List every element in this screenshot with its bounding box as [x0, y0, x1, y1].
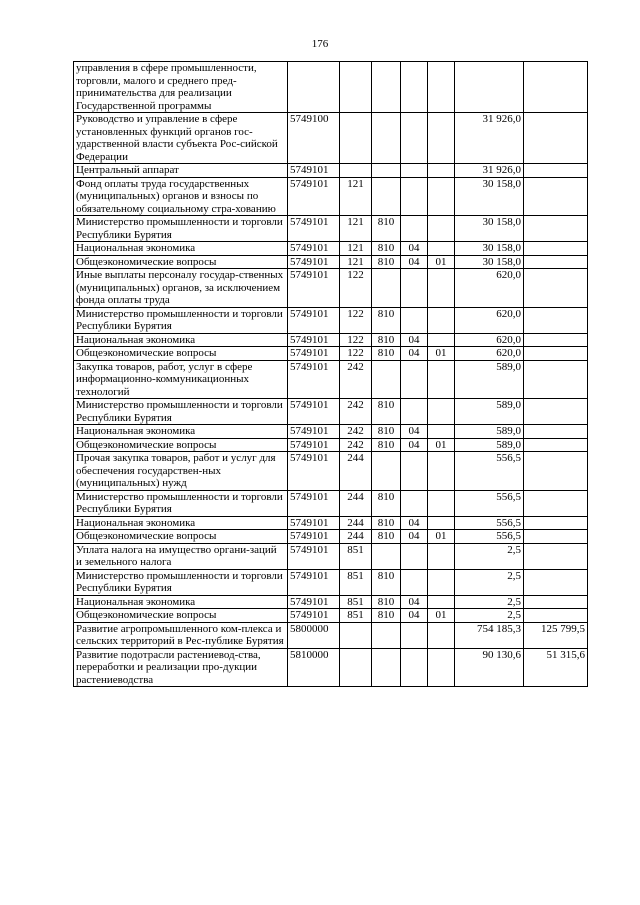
- ministry-code-cell: [372, 648, 401, 687]
- ministry-code-cell: 810: [372, 333, 401, 347]
- ministry-code-cell: 810: [372, 490, 401, 516]
- target-article-cell: 5749101: [288, 333, 340, 347]
- item-name-cell: Министерство промышленности и торговли Республики Бурятия: [74, 569, 288, 595]
- amount-secondary-cell: [524, 347, 588, 361]
- expense-type-cell: 121: [340, 255, 372, 269]
- item-name-cell: Национальная экономика: [74, 333, 288, 347]
- section-cell: [401, 62, 428, 113]
- section-cell: [401, 177, 428, 216]
- amount-secondary-cell: [524, 113, 588, 164]
- amount-cell: 589,0: [455, 438, 524, 452]
- table-row: [74, 609, 588, 623]
- ministry-code-cell: [372, 62, 401, 113]
- section-cell: [401, 648, 428, 687]
- item-name-cell: Закупка товаров, работ, услуг в сфере информационно-коммуникационных технологий: [74, 360, 288, 399]
- subsection-cell: [428, 177, 455, 216]
- target-article-cell: 5749101: [288, 490, 340, 516]
- expense-type-cell: [340, 113, 372, 164]
- expense-type-cell: 244: [340, 490, 372, 516]
- amount-secondary-cell: [524, 595, 588, 609]
- section-cell: 04: [401, 347, 428, 361]
- table-row: [74, 360, 588, 399]
- amount-cell: [455, 62, 524, 113]
- target-article-cell: 5749101: [288, 255, 340, 269]
- item-name-cell: Развитие подотрасли растениевод-ства, переработки и реализации про-дукции растениеводства: [74, 648, 288, 687]
- ministry-code-cell: 810: [372, 399, 401, 425]
- table-row: [74, 177, 588, 216]
- section-cell: [401, 269, 428, 308]
- ministry-code-cell: [372, 177, 401, 216]
- item-name-cell: Национальная экономика: [74, 516, 288, 530]
- amount-cell: 589,0: [455, 399, 524, 425]
- table-row: [74, 543, 588, 569]
- item-name-cell: Национальная экономика: [74, 242, 288, 256]
- amount-cell: 30 158,0: [455, 242, 524, 256]
- expense-type-cell: 121: [340, 242, 372, 256]
- amount-cell: 556,5: [455, 490, 524, 516]
- table-row: [74, 62, 588, 113]
- target-article-cell: 5749101: [288, 516, 340, 530]
- item-name-cell: управления в сфере промышленности, торговли, малого и среднего пред-принимательства для реализации Государственной программы: [74, 62, 288, 113]
- expense-type-cell: 244: [340, 530, 372, 544]
- amount-cell: 30 158,0: [455, 177, 524, 216]
- target-article-cell: 5749101: [288, 307, 340, 333]
- subsection-cell: [428, 425, 455, 439]
- amount-secondary-cell: [524, 360, 588, 399]
- expense-type-cell: 851: [340, 543, 372, 569]
- amount-cell: 30 158,0: [455, 216, 524, 242]
- expense-type-cell: 242: [340, 438, 372, 452]
- amount-cell: 30 158,0: [455, 255, 524, 269]
- expense-type-cell: 242: [340, 399, 372, 425]
- expense-type-cell: 242: [340, 425, 372, 439]
- subsection-cell: [428, 516, 455, 530]
- table-row: [74, 347, 588, 361]
- amount-secondary-cell: [524, 216, 588, 242]
- table-row: [74, 530, 588, 544]
- table-row: [74, 113, 588, 164]
- expense-type-cell: [340, 648, 372, 687]
- item-name-cell: Министерство промышленности и торговли Республики Бурятия: [74, 216, 288, 242]
- expense-type-cell: 851: [340, 595, 372, 609]
- target-article-cell: 5749101: [288, 177, 340, 216]
- item-name-cell: Иные выплаты персоналу государ-ственных (муниципальных) органов, за исключением фонда оплаты труда: [74, 269, 288, 308]
- amount-cell: 589,0: [455, 425, 524, 439]
- subsection-cell: 01: [428, 255, 455, 269]
- item-name-cell: Центральный аппарат: [74, 164, 288, 178]
- subsection-cell: 01: [428, 609, 455, 623]
- amount-cell: 2,5: [455, 569, 524, 595]
- ministry-code-cell: 810: [372, 425, 401, 439]
- section-cell: 04: [401, 595, 428, 609]
- section-cell: 04: [401, 609, 428, 623]
- section-cell: [401, 543, 428, 569]
- section-cell: 04: [401, 242, 428, 256]
- amount-secondary-cell: [524, 516, 588, 530]
- subsection-cell: [428, 242, 455, 256]
- ministry-code-cell: 810: [372, 569, 401, 595]
- ministry-code-cell: 810: [372, 609, 401, 623]
- subsection-cell: [428, 543, 455, 569]
- subsection-cell: [428, 595, 455, 609]
- ministry-code-cell: [372, 269, 401, 308]
- ministry-code-cell: 810: [372, 438, 401, 452]
- item-name-cell: Общеэкономические вопросы: [74, 438, 288, 452]
- ministry-code-cell: [372, 164, 401, 178]
- amount-secondary-cell: [524, 569, 588, 595]
- subsection-cell: [428, 113, 455, 164]
- item-name-cell: Министерство промышленности и торговли Республики Бурятия: [74, 307, 288, 333]
- item-name-cell: Министерство промышленности и торговли Республики Бурятия: [74, 490, 288, 516]
- table-row: [74, 242, 588, 256]
- target-article-cell: 5749101: [288, 360, 340, 399]
- expense-type-cell: 851: [340, 609, 372, 623]
- amount-cell: 2,5: [455, 595, 524, 609]
- subsection-cell: [428, 360, 455, 399]
- amount-cell: 556,5: [455, 452, 524, 491]
- section-cell: [401, 164, 428, 178]
- section-cell: 04: [401, 255, 428, 269]
- amount-cell: 90 130,6: [455, 648, 524, 687]
- expense-type-cell: 121: [340, 216, 372, 242]
- target-article-cell: 5749101: [288, 399, 340, 425]
- item-name-cell: Общеэкономические вопросы: [74, 255, 288, 269]
- subsection-cell: 01: [428, 347, 455, 361]
- section-cell: [401, 399, 428, 425]
- table-row: [74, 438, 588, 452]
- amount-cell: 620,0: [455, 269, 524, 308]
- subsection-cell: [428, 622, 455, 648]
- subsection-cell: [428, 452, 455, 491]
- expense-type-cell: [340, 622, 372, 648]
- table-row: [74, 516, 588, 530]
- ministry-code-cell: 810: [372, 595, 401, 609]
- target-article-cell: 5749101: [288, 242, 340, 256]
- table-row: [74, 622, 588, 648]
- section-cell: [401, 622, 428, 648]
- amount-secondary-cell: [524, 490, 588, 516]
- table-row: [74, 648, 588, 687]
- ministry-code-cell: 810: [372, 347, 401, 361]
- subsection-cell: [428, 569, 455, 595]
- subsection-cell: [428, 269, 455, 308]
- ministry-code-cell: [372, 113, 401, 164]
- item-name-cell: Министерство промышленности и торговли Республики Бурятия: [74, 399, 288, 425]
- amount-secondary-cell: 51 315,6: [524, 648, 588, 687]
- amount-secondary-cell: [524, 609, 588, 623]
- expense-type-cell: [340, 164, 372, 178]
- ministry-code-cell: 810: [372, 516, 401, 530]
- target-article-cell: [288, 62, 340, 113]
- section-cell: [401, 569, 428, 595]
- section-cell: [401, 307, 428, 333]
- amount-secondary-cell: [524, 177, 588, 216]
- subsection-cell: [428, 490, 455, 516]
- target-article-cell: 5749100: [288, 113, 340, 164]
- table-row: [74, 425, 588, 439]
- amount-cell: 589,0: [455, 360, 524, 399]
- target-article-cell: 5749101: [288, 452, 340, 491]
- amount-secondary-cell: 125 799,5: [524, 622, 588, 648]
- section-cell: [401, 490, 428, 516]
- amount-cell: 556,5: [455, 530, 524, 544]
- ministry-code-cell: [372, 543, 401, 569]
- target-article-cell: 5749101: [288, 530, 340, 544]
- amount-secondary-cell: [524, 543, 588, 569]
- item-name-cell: Национальная экономика: [74, 595, 288, 609]
- section-cell: 04: [401, 530, 428, 544]
- ministry-code-cell: [372, 622, 401, 648]
- amount-secondary-cell: [524, 425, 588, 439]
- section-cell: [401, 113, 428, 164]
- section-cell: 04: [401, 516, 428, 530]
- amount-cell: 2,5: [455, 543, 524, 569]
- subsection-cell: 01: [428, 438, 455, 452]
- target-article-cell: 5810000: [288, 648, 340, 687]
- table-row: [74, 216, 588, 242]
- target-article-cell: 5749101: [288, 216, 340, 242]
- table-row: [74, 255, 588, 269]
- target-article-cell: 5749101: [288, 164, 340, 178]
- section-cell: 04: [401, 425, 428, 439]
- amount-secondary-cell: [524, 164, 588, 178]
- page-number: 176: [311, 38, 329, 50]
- amount-secondary-cell: [524, 399, 588, 425]
- target-article-cell: 5749101: [288, 438, 340, 452]
- item-name-cell: Общеэкономические вопросы: [74, 347, 288, 361]
- ministry-code-cell: [372, 452, 401, 491]
- amount-secondary-cell: [524, 438, 588, 452]
- expense-type-cell: 242: [340, 360, 372, 399]
- target-article-cell: 5749101: [288, 609, 340, 623]
- target-article-cell: 5800000: [288, 622, 340, 648]
- table-row: [74, 333, 588, 347]
- item-name-cell: Общеэкономические вопросы: [74, 530, 288, 544]
- section-cell: [401, 216, 428, 242]
- item-name-cell: Развитие агропромышленного ком-плекса и сельских территорий в Рес-публике Бурятия: [74, 622, 288, 648]
- table-row: [74, 269, 588, 308]
- table-row: [74, 490, 588, 516]
- section-cell: 04: [401, 438, 428, 452]
- subsection-cell: [428, 62, 455, 113]
- amount-cell: 31 926,0: [455, 113, 524, 164]
- expense-type-cell: 121: [340, 177, 372, 216]
- table-row: [74, 452, 588, 491]
- section-cell: [401, 360, 428, 399]
- subsection-cell: [428, 333, 455, 347]
- amount-cell: 620,0: [455, 347, 524, 361]
- subsection-cell: [428, 216, 455, 242]
- amount-secondary-cell: [524, 242, 588, 256]
- ministry-code-cell: 810: [372, 307, 401, 333]
- expense-type-cell: 122: [340, 269, 372, 308]
- ministry-code-cell: 810: [372, 242, 401, 256]
- amount-cell: 754 185,3: [455, 622, 524, 648]
- amount-cell: 556,5: [455, 516, 524, 530]
- expense-type-cell: 244: [340, 452, 372, 491]
- table-row: [74, 307, 588, 333]
- table-row: [74, 595, 588, 609]
- item-name-cell: Руководство и управление в сфере установленных функций органов гос-ударственной власти субъекта Рос-сийской Федерации: [74, 113, 288, 164]
- expense-type-cell: 122: [340, 347, 372, 361]
- target-article-cell: 5749101: [288, 543, 340, 569]
- amount-secondary-cell: [524, 452, 588, 491]
- table-row: [74, 164, 588, 178]
- target-article-cell: 5749101: [288, 425, 340, 439]
- expense-type-cell: 851: [340, 569, 372, 595]
- subsection-cell: [428, 164, 455, 178]
- target-article-cell: 5749101: [288, 595, 340, 609]
- target-article-cell: 5749101: [288, 569, 340, 595]
- amount-secondary-cell: [524, 255, 588, 269]
- ministry-code-cell: [372, 360, 401, 399]
- amount-secondary-cell: [524, 62, 588, 113]
- amount-secondary-cell: [524, 530, 588, 544]
- subsection-cell: 01: [428, 530, 455, 544]
- expense-type-cell: 122: [340, 333, 372, 347]
- subsection-cell: [428, 648, 455, 687]
- item-name-cell: Общеэкономические вопросы: [74, 609, 288, 623]
- subsection-cell: [428, 399, 455, 425]
- ministry-code-cell: 810: [372, 530, 401, 544]
- amount-cell: 2,5: [455, 609, 524, 623]
- expense-type-cell: 122: [340, 307, 372, 333]
- ministry-code-cell: 810: [372, 255, 401, 269]
- subsection-cell: [428, 307, 455, 333]
- target-article-cell: 5749101: [288, 347, 340, 361]
- amount-cell: 31 926,0: [455, 164, 524, 178]
- amount-secondary-cell: [524, 333, 588, 347]
- item-name-cell: Уплата налога на имущество органи-заций и земельного налога: [74, 543, 288, 569]
- amount-cell: 620,0: [455, 333, 524, 347]
- amount-secondary-cell: [524, 269, 588, 308]
- item-name-cell: Прочая закупка товаров, работ и услуг для обеспечения государствен-ных (муниципальных) нужд: [74, 452, 288, 491]
- ministry-code-cell: 810: [372, 216, 401, 242]
- amount-cell: 620,0: [455, 307, 524, 333]
- section-cell: 04: [401, 333, 428, 347]
- target-article-cell: 5749101: [288, 269, 340, 308]
- expense-type-cell: 244: [340, 516, 372, 530]
- expense-type-cell: [340, 62, 372, 113]
- item-name-cell: Фонд оплаты труда государственных (муниципальных) органов и взносы по обязательному социальному стра-хованию: [74, 177, 288, 216]
- budget-table: [73, 61, 588, 687]
- table-row: [74, 569, 588, 595]
- table-row: [74, 399, 588, 425]
- section-cell: [401, 452, 428, 491]
- item-name-cell: Национальная экономика: [74, 425, 288, 439]
- amount-secondary-cell: [524, 307, 588, 333]
